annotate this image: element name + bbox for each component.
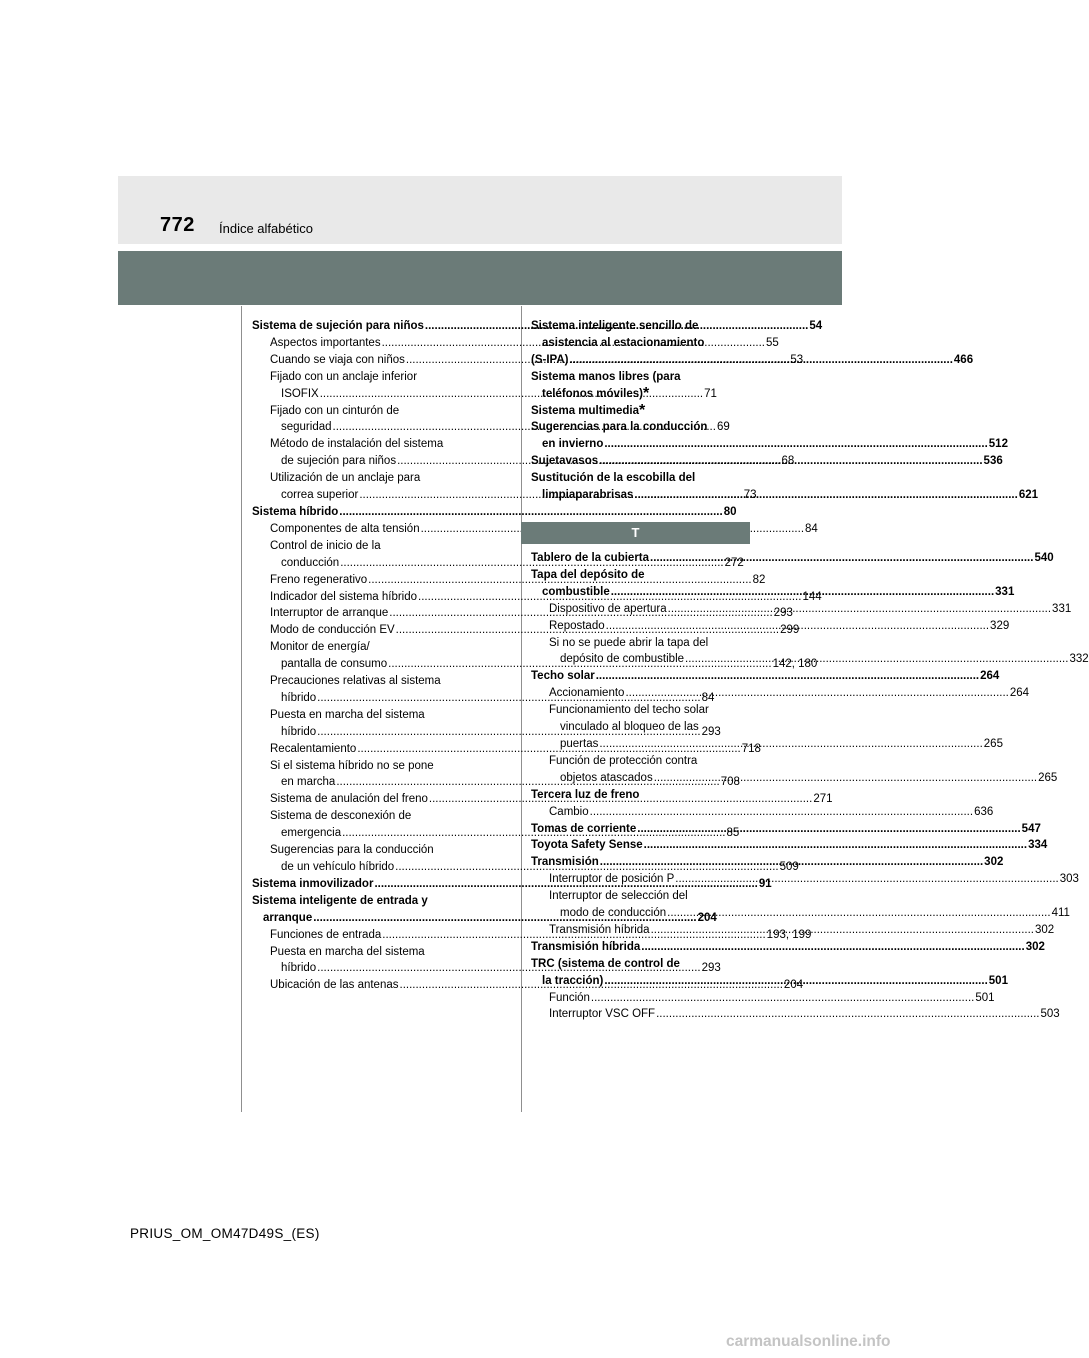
document-code: PRIUS_OM_OM47D49S_(ES) bbox=[130, 1226, 320, 1241]
index-subentry-line: Fijado con un anclaje inferior bbox=[270, 370, 418, 383]
index-subentry: Funciones de entrada ..... 193, 199 bbox=[252, 927, 472, 944]
index-entry: combustible ..... 331 bbox=[531, 584, 750, 601]
index-subentry: depósito de combustible ..... 332 bbox=[531, 651, 750, 668]
index-entry: Tomas de corriente ..... 547 bbox=[531, 821, 750, 838]
index-subentry-line: Fijado con un cinturón de bbox=[270, 404, 400, 417]
index-subentry: de sujeción para niños ..... 68 bbox=[252, 453, 472, 470]
index-entry: Tablero de la cubierta ..... 540 bbox=[531, 550, 750, 567]
index-subentry-line: Sistema de desconexión de bbox=[270, 810, 412, 823]
index-entry: Sistema de sujeción para niños ..... 54 bbox=[252, 318, 472, 335]
index-subentry: Aspectos importantes ..... 55 bbox=[252, 335, 472, 352]
index-entry-line: Sistema manos libres (para bbox=[531, 370, 681, 383]
index-entry: Sujetavasos ..... 536 bbox=[531, 453, 750, 470]
index-subentry: Dispositivo de apertura ..... 331 bbox=[531, 601, 750, 618]
index-entry-line: Sistema inteligente sencillo de bbox=[531, 320, 699, 332]
index-subentry: en marcha ..... 708 bbox=[252, 774, 472, 791]
index-entry-line: Tercera luz de freno bbox=[531, 788, 640, 801]
index-subentry-line: Si no se puede abrir la tapa del bbox=[549, 636, 709, 649]
index-subentry: correa superior ..... 73 bbox=[252, 487, 472, 504]
index-subentry: Ubicación de las antenas ..... 204 bbox=[252, 977, 472, 994]
index-subentry: Cambio ..... 636 bbox=[531, 804, 750, 821]
index-entry-line: Sugerencias para la conducción bbox=[531, 421, 708, 434]
watermark: carmanualsonline.info bbox=[726, 1333, 891, 1350]
section-title: Índice alfabético bbox=[219, 221, 313, 236]
index-subentry: Freno regenerativo ..... 82 bbox=[252, 572, 472, 589]
index-entry: teléfonos móviles)* bbox=[542, 384, 650, 402]
index-entry: Sistema inmovilizador ..... 91 bbox=[252, 876, 472, 893]
index-entry: Techo solar ..... 264 bbox=[531, 668, 750, 685]
index-entry: Transmisión híbrida ..... 302 bbox=[531, 939, 750, 956]
index-entry-line: asistencia al estacionamiento bbox=[542, 336, 705, 349]
header-bar bbox=[118, 251, 842, 305]
index-subentry-line: Método de instalación del sistema bbox=[270, 438, 444, 451]
footnote-mark: * bbox=[642, 384, 650, 402]
index-subentry-line: Control de inicio de la bbox=[270, 539, 381, 552]
index-subentry: de un vehículo híbrido ..... 509 bbox=[252, 859, 472, 876]
page-number: 772 bbox=[160, 214, 195, 236]
index-entry: (S-IPA) ..... 466 bbox=[531, 352, 750, 369]
index-subentry: objetos atascados ..... 265 bbox=[531, 770, 750, 787]
index-subentry: Transmisión híbrida ..... 302 bbox=[531, 922, 750, 939]
index-subentry: híbrido ..... 293 bbox=[252, 724, 472, 741]
index-subentry: Función ..... 501 bbox=[531, 990, 750, 1007]
index-entry: Sistema multimedia* bbox=[531, 401, 646, 419]
index-entry: en invierno ..... 512 bbox=[531, 436, 750, 453]
index-subentry: seguridad ..... 69 bbox=[252, 419, 472, 436]
index-entry-line: Sistema inteligente de entrada y bbox=[252, 894, 428, 907]
index-subentry: Modo de conducción EV ..... 299 bbox=[252, 622, 472, 639]
index-subentry: Interruptor de arranque ..... 293 bbox=[252, 605, 472, 622]
index-subentry: conducción ..... 272 bbox=[252, 555, 472, 572]
index-subentry: Interruptor VSC OFF ..... 503 bbox=[531, 1006, 750, 1023]
footnote-mark: * bbox=[639, 401, 646, 419]
index-subentry: híbrido ..... 293 bbox=[252, 960, 472, 977]
index-entry: la tracción) ..... 501 bbox=[531, 973, 750, 990]
index-subentry: modo de conducción ..... 411 bbox=[531, 905, 750, 922]
index-subentry-line: Función de protección contra bbox=[549, 754, 698, 767]
index-entry: Transmisión ..... 302 bbox=[531, 854, 750, 871]
index-entry: limpiaparabrisas ..... 621 bbox=[531, 487, 750, 504]
index-subentry: Interruptor de posición P ..... 303 bbox=[531, 871, 750, 888]
index-entry: arranque ..... 204 bbox=[252, 910, 472, 927]
left-column-rule bbox=[241, 306, 242, 1112]
index-subentry-line: Si el sistema híbrido no se pone bbox=[270, 759, 434, 772]
index-subentry: Repostado ..... 329 bbox=[531, 618, 750, 635]
index-subentry-line: Puesta en marcha del sistema bbox=[270, 945, 425, 958]
index-subentry-line: Monitor de energía/ bbox=[270, 641, 370, 654]
index-entry: Toyota Safety Sense ..... 334 bbox=[531, 837, 750, 854]
index-subentry-line: Interruptor de selección del bbox=[549, 890, 688, 903]
index-entry-line: TRC (sistema de control de bbox=[531, 957, 680, 970]
index-subentry: ISOFIX ..... 71 bbox=[252, 386, 472, 403]
index-subentry: Componentes de alta tensión ..... 84 bbox=[252, 521, 472, 538]
index-subentry-line: vinculado al bloqueo de las bbox=[560, 721, 699, 734]
index-subentry: híbrido ..... 84 bbox=[252, 690, 472, 707]
index-subentry: Indicador del sistema híbrido ..... 144 bbox=[252, 589, 472, 606]
index-subentry: puertas ..... 265 bbox=[531, 736, 750, 753]
index-entry-line: Sustitución de la escobilla del bbox=[531, 472, 696, 485]
index-subentry-line: Puesta en marcha del sistema bbox=[270, 708, 425, 721]
index-subentry: Accionamiento ..... 264 bbox=[531, 685, 750, 702]
index-subentry: Cuando se viaja con niños ..... 53 bbox=[252, 352, 472, 369]
index-subentry-line: Precauciones relativas al sistema bbox=[270, 675, 441, 688]
index-entry: Sistema híbrido ..... 80 bbox=[252, 504, 472, 521]
index-entry-line: Tapa del depósito de bbox=[531, 568, 645, 581]
index-subentry-line: Utilización de un anclaje para bbox=[270, 472, 421, 485]
index-subentry: Recalentamiento ..... 718 bbox=[252, 741, 472, 758]
index-subentry: emergencia ..... 85 bbox=[252, 825, 472, 842]
section-letter-t: T bbox=[521, 522, 750, 544]
index-subentry-line: Sugerencias para la conducción bbox=[270, 844, 434, 857]
index-subentry: pantalla de consumo ..... 142, 180 bbox=[252, 656, 472, 673]
index-subentry: Sistema de anulación del freno ..... 271 bbox=[252, 791, 472, 808]
index-subentry-line: Funcionamiento del techo solar bbox=[549, 704, 709, 717]
